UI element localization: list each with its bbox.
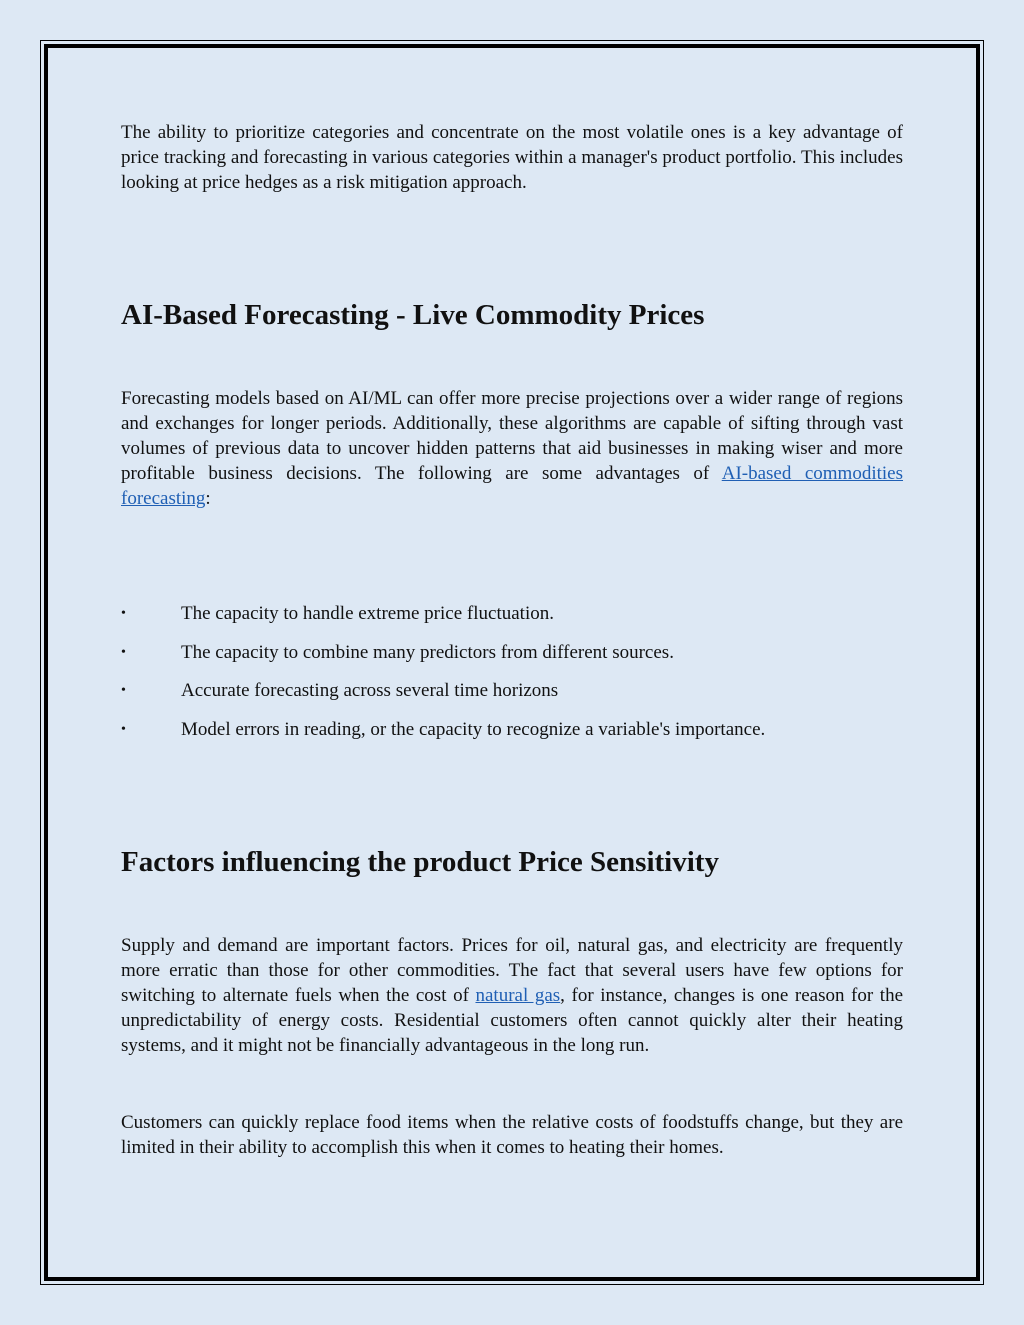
list-item bbox=[121, 717, 903, 756]
section-ai-forecasting-heading-block bbox=[121, 298, 903, 332]
ai-forecasting-paragraph-text: Forecasting models based on AI/ML can offer more precise projections over a wider range of regions and exchanges for longer periods. Additionally, these algorithms are capable of sifting through vast volumes of previous data to uncover hidden patterns that aid businesses in making wiser and more profitable business decisions. The following are some advantages of bbox=[121, 388, 903, 484]
bullet-icon: • bbox=[121, 606, 126, 621]
section-price-sensitivity-heading-block bbox=[121, 845, 903, 879]
ai-commodities-forecasting-link[interactable]: AI-based commodities forecasting bbox=[121, 463, 904, 509]
list-item bbox=[121, 601, 903, 640]
bullet-icon: • bbox=[121, 721, 126, 737]
advantages-list-block bbox=[121, 601, 903, 755]
bullet-icon: • bbox=[121, 644, 126, 660]
list-item-text: Accurate forecasting across several time horizons bbox=[181, 680, 559, 701]
list-item-text: The capacity to handle extreme price fluctuation. bbox=[181, 603, 554, 624]
list-item bbox=[121, 678, 903, 717]
section-ai-forecasting-body bbox=[121, 386, 903, 511]
ai-forecasting-paragraph bbox=[121, 386, 903, 511]
price-sensitivity-paragraph-1-rest: , for instance, changes is one reason for the unpredictability of energy costs. Residential customers often cannot quickly alter their heating systems, and it might not be financially advantageous in the long run. bbox=[121, 985, 903, 1056]
advantages-list bbox=[121, 601, 903, 755]
list-item-text: The capacity to combine many predictors from different sources. bbox=[181, 641, 674, 663]
price-sensitivity-paragraph-1 bbox=[121, 933, 903, 1058]
list-item bbox=[121, 640, 903, 679]
intro-paragraph: The ability to prioritize categories and concentrate on the most volatile ones is a key advantage of price tracking and forecasting in various categories within a manager's product portfolio. This includes looking at price hedges as a risk mitigation approach. bbox=[121, 122, 903, 193]
natural-gas-link[interactable]: natural gas bbox=[475, 985, 561, 1006]
section-heading-ai-forecasting: AI-Based Forecasting - Live Commodity Prices bbox=[121, 299, 705, 331]
ai-forecasting-paragraph-colon: : bbox=[205, 488, 211, 509]
price-sensitivity-paragraph-2: Customers can quickly replace food items when the relative costs of foodstuffs change, but they are limited in their ability to accomplish this when it comes to heating their homes. bbox=[121, 1112, 903, 1158]
section-price-sensitivity-body-2 bbox=[121, 1110, 903, 1160]
section-price-sensitivity-body bbox=[121, 933, 903, 1058]
list-item-text: Model errors in reading, or the capacity to recognize a variable's importance. bbox=[181, 718, 766, 740]
price-sensitivity-paragraph-1-text: Supply and demand are important factors. Prices for oil, natural gas, and electricity are frequently more erratic than those for other commodities. The fact that several users have few options for switching to alternate fuels when the cost of bbox=[121, 935, 903, 1006]
section-heading-price-sensitivity: Factors influencing the product Price Sensitivity bbox=[121, 846, 719, 878]
intro-block bbox=[121, 120, 903, 195]
bullet-icon: • bbox=[121, 683, 126, 698]
